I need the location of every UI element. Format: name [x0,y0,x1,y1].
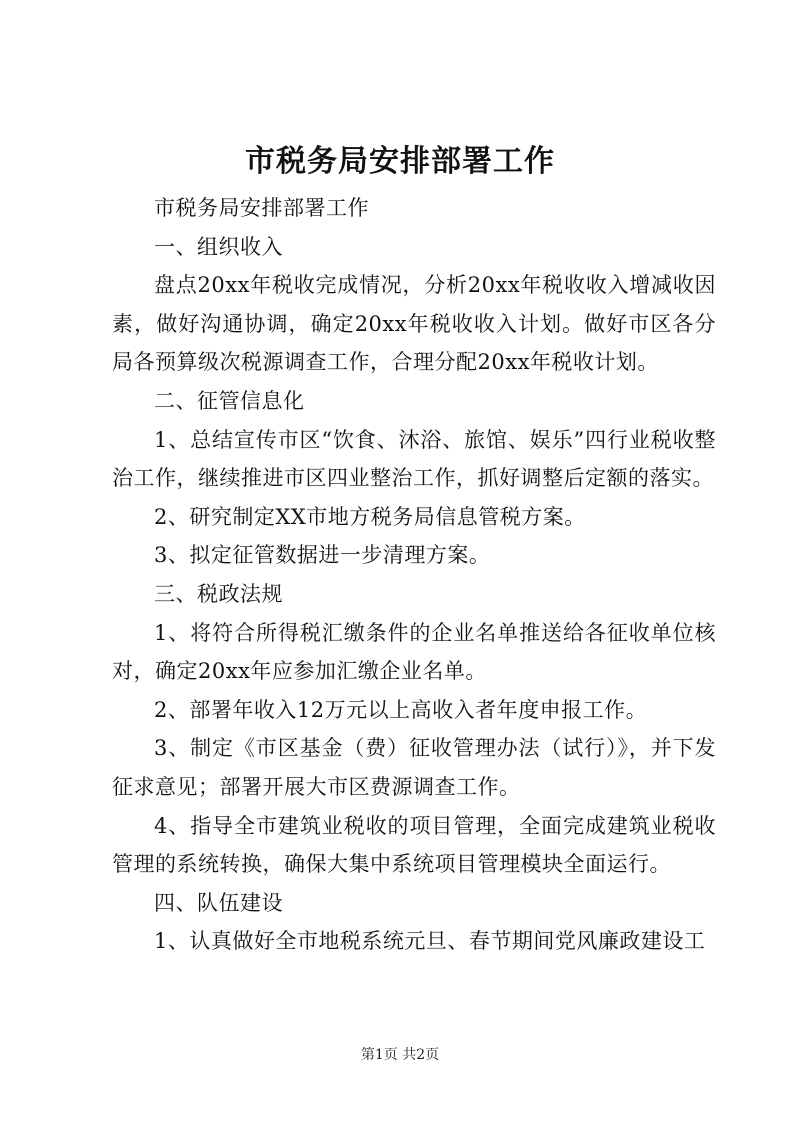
paragraph: 盘点20xx年税收完成情况，分析20xx年税收收入增减收因素，做好沟通协调，确定20xx年税收收入计划。做好市区各分局各预算级次税源调查工作，合理分配20xx年税收计划。 [112,273,716,375]
paragraph: 市税务局安排部署工作 [154,196,369,220]
paragraph: 1、将符合所得税汇缴条件的企业名单推送给各征收单位核对，确定20xx年应参加汇缴企业名单。 [112,620,716,684]
section-heading: 二、征管信息化 [154,388,305,413]
paragraph: 3、拟定征管数据进一步清理方案。 [154,543,491,568]
document-title: 市税务局安排部署工作 [245,144,555,179]
paragraph: 2、部署年收入12万元以上高收入者年度申报工作。 [154,697,648,722]
section-heading: 一、组织收入 [154,234,283,259]
page-footer: 第1页 共2页 [360,1047,440,1063]
paragraph: 4、指导全市建筑业税收的项目管理，全面完成建筑业税收管理的系统转换，确保大集中系统项目管理模块全面运行。 [112,813,716,877]
paragraph: 1、总结宣传市区“饮食、沐浴、旅馆、娱乐”四行业税收整治工作，继续推进市区四业整治工作，抓好调整后定额的落实。 [112,427,716,491]
section-heading: 三、税政法规 [154,581,283,606]
paragraph: 2、研究制定XX市地方税务局信息管税方案。 [154,504,586,529]
paragraph: 3、制定《市区基金（费）征收管理办法（试行）》，并下发征求意见；部署开展大市区费源调查工作。 [112,736,716,799]
section-heading: 四、队伍建设 [154,890,283,915]
document-body [112,189,716,961]
paragraph: 1、认真做好全市地税系统元旦、春节期间党风廉政建设工 [154,929,706,954]
